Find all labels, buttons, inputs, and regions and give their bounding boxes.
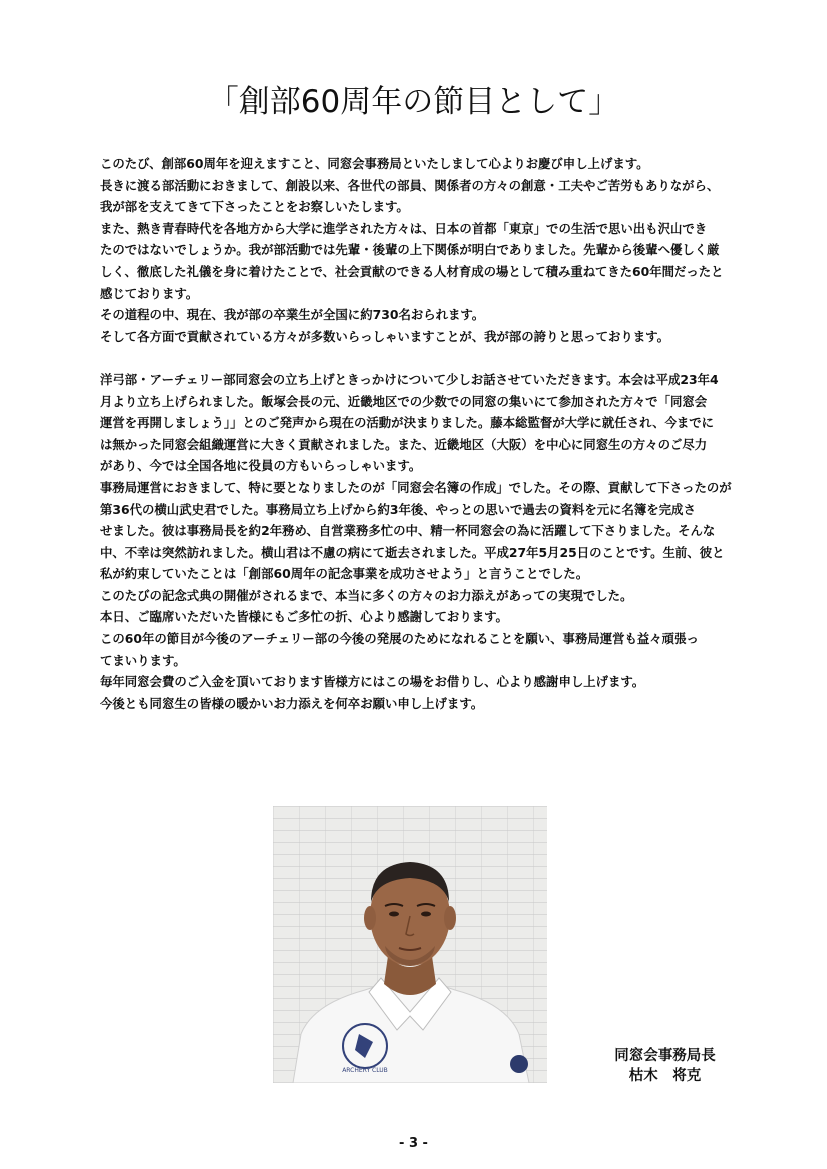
body-line: このたび、創部60周年を迎えますこと、同窓会事務局といたしまして心よりお慶び申し上げます。 xyxy=(100,156,649,171)
body-line: 感じております。 xyxy=(100,285,199,301)
body-line: 月より立ち上げられました。飯塚会長の元、近畿地区での少数での同窓の集いにて参加された方々で「同窓会 xyxy=(100,393,708,409)
page-title: 「創部60周年の節目として」 xyxy=(207,84,620,120)
page-number: - 3 - xyxy=(399,1136,428,1151)
signature-block xyxy=(590,1046,740,1086)
body-line: このたびの記念式典の開催がされるまで、本当に多くの方々のお力添えがあっての実現でした。 xyxy=(100,587,633,603)
portrait-illustration xyxy=(273,806,547,1083)
body-line: があり、今では全国各地に役員の方もいらっしゃいます。 xyxy=(100,458,422,474)
body-line: 今後とも同窓生の皆様の暖かいお力添えを何卒お願い申し上げます。 xyxy=(100,695,484,711)
body-line: 私が約束していたことは「創部60周年の記念事業を成功させよう」と言うことでした。 xyxy=(100,566,589,582)
body-line: また、熱き青春時代を各地方から大学に進学された方々は、日本の首都「東京」での生活で思い出も沢山でき xyxy=(100,220,708,236)
body-line: てまいります。 xyxy=(100,652,186,668)
body-line: 本日、ご臨席いただいた皆様にもご多忙の折、心より感謝しております。 xyxy=(100,609,508,625)
body-line: しく、徹底した礼儀を身に着けたことで、社会貢献のできる人材育成の場として積み重ねてきた60年間だったと xyxy=(100,263,724,279)
body-line: 事務局運営におきまして、特に要となりましたのが「同窓会名簿の作成」でした。その際、貢献して下さったのが xyxy=(100,479,732,495)
body-line: は無かった同窓会組織運営に大きく貢献されました。また、近畿地区（大阪）を中心に同窓生の方々のご尽力 xyxy=(100,436,708,452)
body-line: 第36代の横山武史君でした。事務局立ち上げから約3年後、やっとの思いで過去の資料を元に名簿を完成さ xyxy=(100,501,696,517)
signature-name: 枯木 将克 xyxy=(628,1068,702,1084)
shirt-logo-text: ARCHERY CLUB xyxy=(342,1067,388,1074)
article-body xyxy=(100,153,736,714)
body-line: 毎年同窓会費のご入金を頂いております皆様方にはこの場をお借りし、心より感謝申し上げます。 xyxy=(100,674,645,690)
body-line: 中、不幸は突然訪れました。横山君は不慮の病にて逝去されました。平成27年5月25日のことです。生前、彼と xyxy=(100,544,725,560)
body-line: 洋弓部・アーチェリー部同窓会の立ち上げときっかけについて少しお話させていただきます。本会は平成23年4 xyxy=(100,371,719,387)
body-line: たのではないでしょうか。我が部活動では先輩・後輩の上下関係が明白でありました。先輩から後輩へ優しく厳 xyxy=(100,242,720,258)
body-line: 長きに渡る部活動におきまして、創設以来、各世代の部員、関係者の方々の創意・工夫やご苦労もありながら、 xyxy=(100,177,720,193)
body-line: 運営を再開しましょう」」とのご発声から現在の活動が決まりました。藤本総監督が大学に就任され、今までに xyxy=(100,415,715,431)
portrait-photo xyxy=(273,806,547,1083)
body-line: この60年の節目が今後のアーチェリー部の今後の発展のためになれることを願い、事務局運営も益々頑張っ xyxy=(100,631,699,647)
body-line: せました。彼は事務局長を約2年務め、自営業務多忙の中、精一杯同窓会の為に活躍して下さりました。そんな xyxy=(100,523,716,539)
body-line: 我が部を支えてきて下さったことをお察しいたします。 xyxy=(100,199,409,215)
body-line: その道程の中、現在、我が部の卒業生が全国に約730名おられます。 xyxy=(100,307,485,323)
paragraph-gap xyxy=(100,347,736,369)
signature-position: 同窓会事務局長 xyxy=(614,1048,716,1064)
body-line: そして各方面で貢献されている方々が多数いらっしゃいますことが、我が部の誇りと思っております。 xyxy=(100,328,669,344)
